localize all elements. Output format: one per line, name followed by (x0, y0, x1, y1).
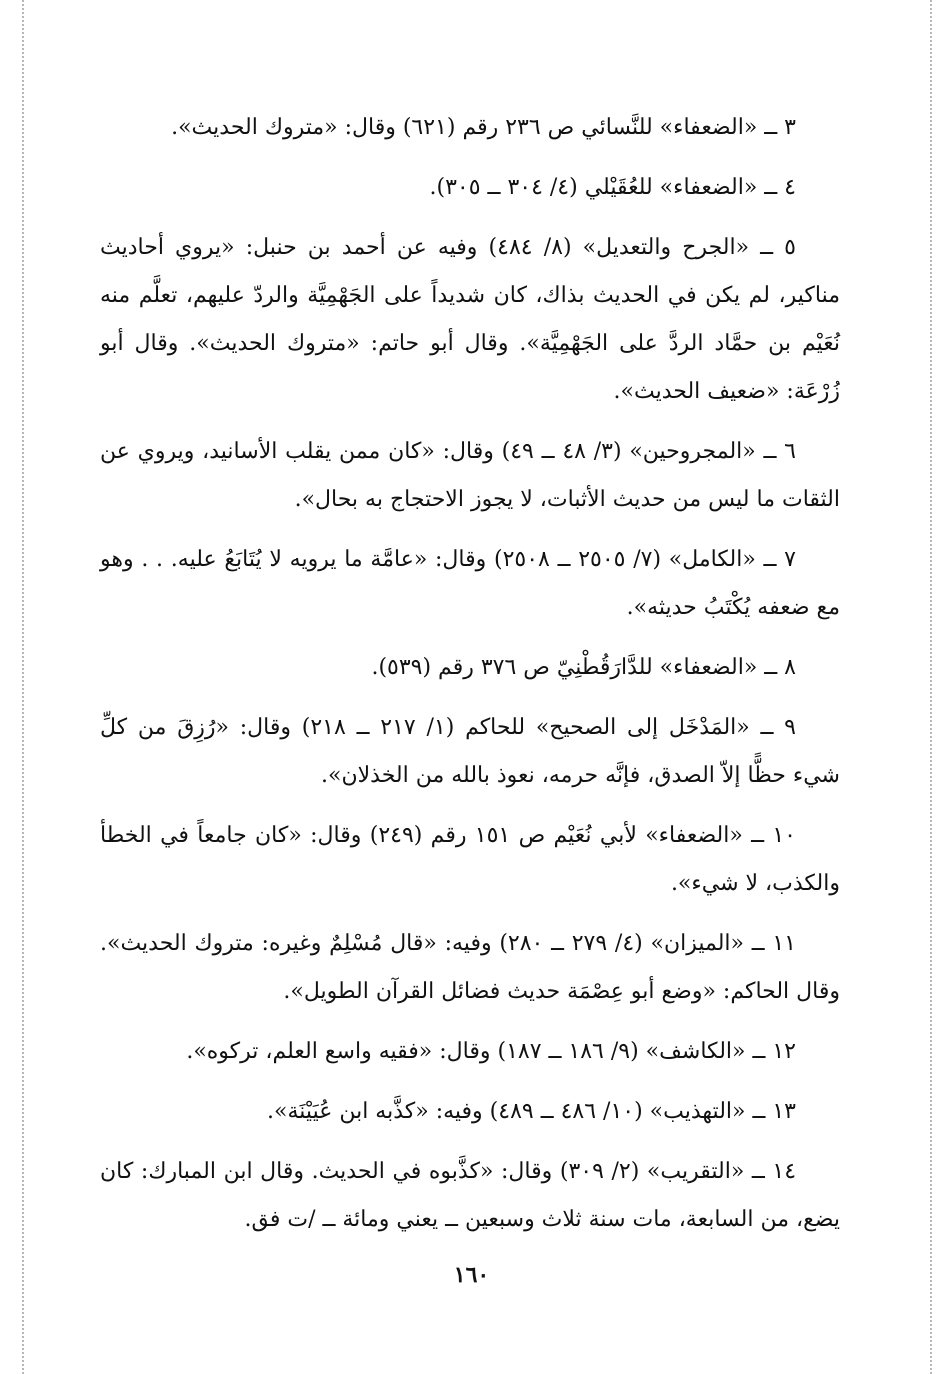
reference-entry: ٣ ــ «الضعفاء» للنَّسائي ص ٢٣٦ رقم (٦٢١) وقال: «متروك الحديث». (171, 115, 796, 140)
reference-entry: ٤ ــ «الضعفاء» للعُقَيْلي (٤/ ٣٠٤ ــ ٣٠٥). (429, 175, 796, 200)
scan-edge-left (22, 0, 24, 1374)
reference-entry: ١٣ ــ «التهذيب» (١٠/ ٤٨٦ ــ ٤٨٩) وفيه: «كذَّبه ابن عُيَيْنَة». (267, 1099, 796, 1124)
reference-entry: ١١ ــ «الميزان» (٤/ ٢٧٩ ــ ٢٨٠) وفيه: «قال مُسْلِمٌ وغيره: متروك الحديث». وقال الحاكم: «وضع أبو عِصْمَة حديث فضائل القرآن الطويل». (100, 931, 840, 1004)
reference-entry: ١٢ ــ «الكاشف» (٩/ ١٨٦ ــ ١٨٧) وقال: «فقيه واسع العلم، تركوه». (186, 1039, 796, 1064)
reference-entry: ٥ ــ «الجرح والتعديل» (٨/ ٤٨٤) وفيه عن أحمد بن حنبل: «يروي أحاديث مناكير، لم يكن في الحديث بذاك، كان شديداً على الجَهْمِيَّة والردّ عليهم، تعلَّم منه نُعَيْم بن حمَّاد الردَّ على الجَهْمِيَّة». وقال أبو حاتم: «متروك الحديث». وقال أبو زُرْعَة: «ضعيف الحديث». (100, 235, 840, 404)
reference-entry: ٦ ــ «المجروحين» (٣/ ٤٨ ــ ٤٩) وقال: «كان ممن يقلب الأسانيد، ويروي عن الثقات ما ليس من حديث الأثبات، لا يجوز الاحتجاج به بحال». (100, 439, 840, 512)
reference-entry: ٧ ــ «الكامل» (٧/ ٢٥٠٥ ــ ٢٥٠٨) وقال: «عامَّة ما يرويه لا يُتَابَعُ عليه. . . وهو مع ضعفه يُكْتَبُ حديثه». (100, 547, 840, 620)
reference-entry: ١٠ ــ «الضعفاء» لأبي نُعَيْم ص ١٥١ رقم (٢٤٩) وقال: «كان جامعاً في الخطأ والكذب، لا شيء». (100, 823, 840, 896)
page-number: ١٦٠ (453, 1262, 490, 1288)
scan-edge-right (930, 0, 932, 1374)
reference-entry: ٩ ــ «المَدْخَل إلى الصحيح» للحاكم (١/ ٢١٧ ــ ٢١٨) وقال: «رُزِقَ من كلِّ شيء حظًّا إلاّ الصدق، فإنَّه حرمه، نعوذ بالله من الخذلان». (100, 715, 840, 788)
reference-entry: ١٤ ــ «التقريب» (٢/ ٣٠٩) وقال: «كذَّبوه في الحديث. وقال ابن المبارك: كان يضع، من السابعة، مات سنة ثلاث وسبعين ــ يعني ومائة ــ /ت فق. (100, 1159, 840, 1232)
references-list (100, 104, 840, 1256)
reference-entry: ٨ ــ «الضعفاء» للدَّارَقُطْنِيّ ص ٣٧٦ رقم (٥٣٩). (371, 655, 796, 680)
